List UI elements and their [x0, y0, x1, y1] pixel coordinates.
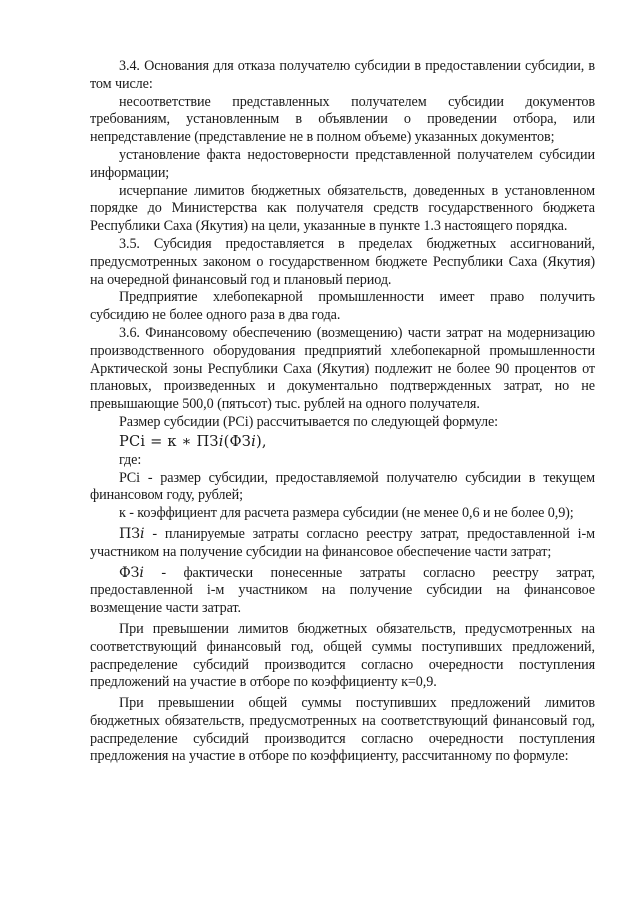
- formula-index-1: i: [218, 432, 224, 450]
- paragraph-3-5: 3.5. Субсидия предоставляется в пределах бюджетных ассигнований, предусмотренных законом о государственном бюджете Республики Саха (Якутия) на очередной финансовый год и плановый период.: [90, 235, 595, 288]
- paragraph-3-6: 3.6. Финансовому обеспечению (возмещению) части затрат на модернизацию производственного оборудования предприятий хлебопекарной промышленности Арктической зоны Республики Саха (Якутия) подлежит не более 90 процентов от плановых, произведенных и документально подтвержденных затрат, но не превышающие 500,0 (пятьсот) тыс. рублей на одного получателя.: [90, 324, 595, 413]
- where-label: где:: [119, 451, 142, 468]
- paragraph-once-per-two-years: Предприятие хлебопекарной промышленности имеет право получить субсидию не более одного раза в два года.: [90, 289, 595, 324]
- pz-text: - планируемые затраты согласно реестру затрат, предоставленной i-м участником на получение субсидии на финансовое обеспечение части затрат;: [90, 525, 595, 560]
- pz-symbol: [119, 526, 144, 542]
- pz-symbol-index: i: [140, 525, 145, 542]
- definition-pci: PCi - размер субсидии, предоставляемой получателю субсидии в текущем финансовом году, рублей;: [90, 469, 595, 504]
- formula-end: ),: [255, 432, 267, 450]
- document-page: [90, 58, 595, 766]
- definition-pz: [90, 526, 595, 562]
- paragraph-formula-intro: Размер субсидии (PCi) рассчитывается по следующей формуле:: [119, 413, 499, 430]
- paragraph-proposals-exceed-formula: При превышении общей суммы поступивших предложений лимитов бюджетных обязательств, предусмотренных на соответствующий финансовый год, распределение субсидий производится согласно очередности поступления предложения на участие в отборе по коэффициенту, рассчитанному по формуле:: [90, 695, 595, 765]
- fz-symbol: [119, 565, 144, 581]
- formula-lhs: PCi = к ∗ ПЗ: [119, 432, 219, 450]
- formula-mid: (ФЗ: [223, 432, 252, 450]
- paragraph-limits-exceed-k09: При превышении лимитов бюджетных обязательств, предусмотренных на соответствующий финансовый год, общей суммы поступивших предложений, распределение субсидий производится согласно очередности поступления предложений на участие в отборе по коэффициенту к=0,9.: [90, 620, 595, 691]
- fz-text: - фактически понесенные затраты согласно реестру затрат, предоставленной i-м участником на получение субсидии на финансовое возмещение части затрат.: [90, 564, 595, 617]
- definition-fz: [90, 565, 595, 618]
- formula-index-2: i: [251, 432, 256, 450]
- fz-symbol-index: i: [139, 564, 144, 581]
- paragraph-reason-nonconformity: несоответствие представленных получателем субсидии документов требованиям, установленным в объявлении о проведении отбора, или непредставление (представление не в полном объеме) указанных документов;: [90, 93, 595, 146]
- formula: [119, 432, 595, 452]
- paragraph-3-4: 3.4. Основания для отказа получателю субсидии в предоставлении субсидии, в том числе:: [90, 58, 595, 92]
- paragraph-reason-unreliable: установление факта недостоверности представленной получателем субсидии информации;: [90, 146, 595, 181]
- pz-symbol-letters: ПЗ: [119, 525, 141, 542]
- definition-k: к - коэффициент для расчета размера субсидии (не менее 0,6 и не более 0,9);: [119, 505, 574, 522]
- paragraph-reason-limits: исчерпание лимитов бюджетных обязательств, доведенных в установленном порядке до Министерства как получателя средств государственного бюджета Республики Саха (Якутия) на цели, указанные в пункте 1.3 настоящего порядка.: [90, 182, 595, 235]
- fz-symbol-letters: ФЗ: [119, 564, 140, 581]
